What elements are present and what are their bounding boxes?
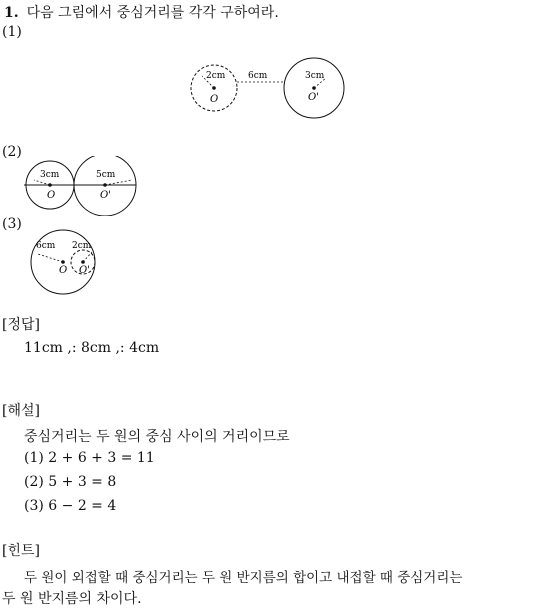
question-text: 다음 그림에서 중심거리를 각각 구하여라. (26, 5, 279, 21)
hint-header: [힌트] (2, 543, 40, 559)
hint-line-1: 두 원이 외접할 때 중심거리는 두 원 반지름의 합이고 내접할 때 중심거리는 (24, 570, 463, 586)
explanation-line-2: (2) 5 + 3 = 8 (24, 474, 117, 490)
question-title (4, 2, 279, 22)
fig1-center-left: O (210, 94, 219, 105)
fig2-r-left-label: 3cm (40, 170, 60, 180)
fig1-center-right: O' (308, 92, 319, 103)
figure-3-label: (3) (2, 216, 22, 232)
radius-line-right (105, 180, 132, 185)
fig2-center-left: O (47, 190, 56, 201)
figure-2-diagram (20, 156, 140, 216)
answer-text: 11cm ,: 8cm ,: 4cm (24, 340, 160, 356)
fig1-r-right-label: 3cm (305, 71, 325, 81)
fig3-center-inner: O' (79, 265, 90, 276)
explanation-intro: 중심거리는 두 원의 중심 사이의 거리이므로 (24, 429, 290, 445)
radius-line-left (34, 180, 50, 185)
hint-line-2: 두 원 반지름의 차이다. (2, 591, 142, 607)
fig1-gap-label: 6cm (248, 71, 268, 81)
radius-line-outer (38, 254, 63, 262)
explanation-line-1: (1) 2 + 6 + 3 = 11 (24, 450, 155, 466)
question-number: 1. (4, 5, 19, 21)
fig3-center-outer: O (59, 265, 68, 276)
fig3-r-outer-label: 6cm (36, 241, 56, 251)
answer-header: [정답] (2, 317, 40, 333)
figure-1-diagram (180, 52, 350, 122)
fig2-r-right-label: 5cm (96, 170, 116, 180)
figure-3-diagram (26, 228, 102, 300)
fig1-r-left-label: 2cm (206, 71, 226, 81)
radius-line-inner (83, 252, 92, 262)
explanation-line-3: (3) 6 − 2 = 4 (24, 498, 117, 514)
figure-2-label: (2) (2, 144, 22, 160)
fig2-center-right: O' (100, 190, 111, 201)
explanation-header: [해설] (2, 403, 40, 419)
figure-1-label: (1) (2, 24, 22, 40)
fig3-r-inner-label: 2cm (72, 241, 92, 251)
